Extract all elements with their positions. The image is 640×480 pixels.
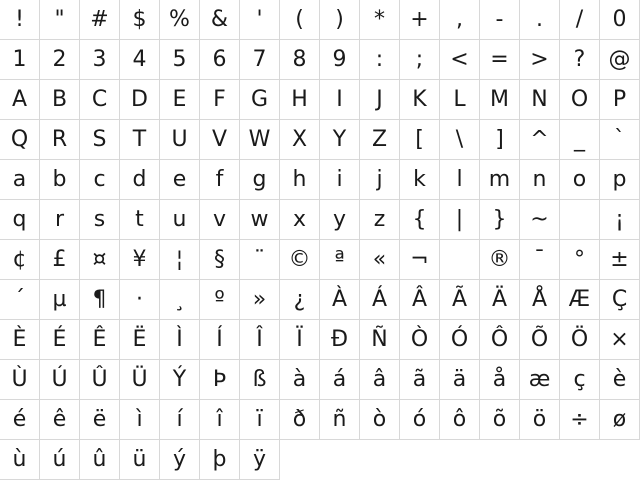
glyph-cell[interactable] <box>440 240 480 280</box>
glyph-cell[interactable]: ª <box>320 240 360 280</box>
glyph-cell[interactable]: % <box>160 0 200 40</box>
glyph-cell[interactable]: k <box>400 160 440 200</box>
glyph-cell[interactable]: Ç <box>600 280 640 320</box>
glyph-cell[interactable]: Û <box>80 360 120 400</box>
glyph-cell[interactable]: E <box>160 80 200 120</box>
glyph-cell[interactable]: T <box>120 120 160 160</box>
glyph-cell[interactable]: ¯ <box>520 240 560 280</box>
glyph-cell[interactable]: Ö <box>560 320 600 360</box>
glyph-cell[interactable]: d <box>120 160 160 200</box>
glyph-cell[interactable]: Q <box>0 120 40 160</box>
glyph-cell[interactable]: & <box>200 0 240 40</box>
glyph-cell[interactable]: Ó <box>440 320 480 360</box>
glyph-cell[interactable]: æ <box>520 360 560 400</box>
glyph-cell[interactable]: ? <box>560 40 600 80</box>
glyph-cell[interactable]: ¿ <box>280 280 320 320</box>
glyph-cell[interactable]: ö <box>520 400 560 440</box>
glyph-cell[interactable]: · <box>120 280 160 320</box>
glyph-cell[interactable]: J <box>360 80 400 120</box>
glyph-cell[interactable]: Ü <box>120 360 160 400</box>
glyph-cell[interactable]: ~ <box>520 200 560 240</box>
glyph-cell[interactable]: Æ <box>560 280 600 320</box>
glyph-cell[interactable]: Ä <box>480 280 520 320</box>
glyph-cell[interactable]: ó <box>400 400 440 440</box>
glyph-cell[interactable]: # <box>80 0 120 40</box>
glyph-cell[interactable]: ú <box>40 440 80 480</box>
glyph-cell[interactable]: C <box>80 80 120 120</box>
glyph-cell[interactable]: ` <box>600 120 640 160</box>
glyph-cell[interactable]: ê <box>40 400 80 440</box>
glyph-cell[interactable]: P <box>600 80 640 120</box>
glyph-cell[interactable]: O <box>560 80 600 120</box>
glyph-cell[interactable]: ¬ <box>400 240 440 280</box>
glyph-cell[interactable] <box>600 440 640 480</box>
glyph-cell[interactable]: V <box>200 120 240 160</box>
glyph-cell[interactable] <box>480 440 520 480</box>
glyph-cell[interactable]: Ì <box>160 320 200 360</box>
glyph-cell[interactable]: þ <box>200 440 240 480</box>
glyph-cell[interactable]: ë <box>80 400 120 440</box>
glyph-cell[interactable]: ) <box>320 0 360 40</box>
glyph-cell[interactable]: R <box>40 120 80 160</box>
glyph-cell[interactable]: 7 <box>240 40 280 80</box>
glyph-cell[interactable]: à <box>280 360 320 400</box>
glyph-cell[interactable]: ¨ <box>240 240 280 280</box>
glyph-cell[interactable]: [ <box>400 120 440 160</box>
glyph-cell[interactable]: S <box>80 120 120 160</box>
glyph-cell[interactable]: q <box>0 200 40 240</box>
glyph-cell[interactable]: õ <box>480 400 520 440</box>
glyph-cell[interactable] <box>360 440 400 480</box>
glyph-cell[interactable]: ò <box>360 400 400 440</box>
glyph-cell[interactable]: 8 <box>280 40 320 80</box>
glyph-cell[interactable]: « <box>360 240 400 280</box>
glyph-cell[interactable]: b <box>40 160 80 200</box>
glyph-cell[interactable]: ù <box>0 440 40 480</box>
glyph-cell[interactable]: ° <box>560 240 600 280</box>
glyph-cell[interactable]: w <box>240 200 280 240</box>
glyph-cell[interactable]: * <box>360 0 400 40</box>
glyph-cell[interactable]: = <box>480 40 520 80</box>
glyph-cell[interactable]: ; <box>400 40 440 80</box>
glyph-cell[interactable] <box>320 440 360 480</box>
glyph-cell[interactable]: s <box>80 200 120 240</box>
glyph-cell[interactable]: " <box>40 0 80 40</box>
glyph-cell[interactable]: a <box>0 160 40 200</box>
glyph-cell[interactable]: Î <box>240 320 280 360</box>
glyph-cell[interactable]: ï <box>240 400 280 440</box>
glyph-cell[interactable]: ¤ <box>80 240 120 280</box>
glyph-cell[interactable]: H <box>280 80 320 120</box>
glyph-cell[interactable]: u <box>160 200 200 240</box>
glyph-cell[interactable]: > <box>520 40 560 80</box>
glyph-cell[interactable]: r <box>40 200 80 240</box>
glyph-cell[interactable]: § <box>200 240 240 280</box>
glyph-cell[interactable]: ÷ <box>560 400 600 440</box>
glyph-cell[interactable]: Þ <box>200 360 240 400</box>
glyph-cell[interactable]: h <box>280 160 320 200</box>
glyph-cell[interactable] <box>440 440 480 480</box>
glyph-cell[interactable]: Ã <box>440 280 480 320</box>
glyph-cell[interactable]: Ù <box>0 360 40 400</box>
glyph-cell[interactable]: ¸ <box>160 280 200 320</box>
glyph-cell[interactable]: ð <box>280 400 320 440</box>
glyph-cell[interactable]: Ò <box>400 320 440 360</box>
glyph-cell[interactable]: 5 <box>160 40 200 80</box>
glyph-cell[interactable]: v <box>200 200 240 240</box>
glyph-cell[interactable]: ý <box>160 440 200 480</box>
glyph-cell[interactable]: N <box>520 80 560 120</box>
glyph-cell[interactable]: U <box>160 120 200 160</box>
glyph-cell[interactable]: 6 <box>200 40 240 80</box>
glyph-cell[interactable]: n <box>520 160 560 200</box>
glyph-cell[interactable]: { <box>400 200 440 240</box>
glyph-cell[interactable]: o <box>560 160 600 200</box>
glyph-cell[interactable]: < <box>440 40 480 80</box>
glyph-cell[interactable] <box>280 440 320 480</box>
glyph-cell[interactable]: ø <box>600 400 640 440</box>
glyph-cell[interactable]: , <box>440 0 480 40</box>
glyph-cell[interactable]: X <box>280 120 320 160</box>
glyph-cell[interactable]: m <box>480 160 520 200</box>
glyph-cell[interactable]: y <box>320 200 360 240</box>
glyph-cell[interactable]: ^ <box>520 120 560 160</box>
glyph-cell[interactable]: @ <box>600 40 640 80</box>
glyph-cell[interactable]: Å <box>520 280 560 320</box>
glyph-cell[interactable]: . <box>520 0 560 40</box>
glyph-cell[interactable]: l <box>440 160 480 200</box>
glyph-cell[interactable] <box>520 440 560 480</box>
glyph-cell[interactable]: Ú <box>40 360 80 400</box>
glyph-cell[interactable]: á <box>320 360 360 400</box>
glyph-cell[interactable]: ü <box>120 440 160 480</box>
glyph-cell[interactable]: G <box>240 80 280 120</box>
glyph-cell[interactable]: Ý <box>160 360 200 400</box>
glyph-cell[interactable]: e <box>160 160 200 200</box>
glyph-cell[interactable]: i <box>320 160 360 200</box>
glyph-cell[interactable]: Ô <box>480 320 520 360</box>
glyph-cell[interactable]: ¦ <box>160 240 200 280</box>
glyph-cell[interactable]: - <box>480 0 520 40</box>
glyph-cell[interactable]: Ê <box>80 320 120 360</box>
glyph-cell[interactable]: g <box>240 160 280 200</box>
glyph-cell[interactable]: B <box>40 80 80 120</box>
glyph-cell[interactable]: D <box>120 80 160 120</box>
glyph-cell[interactable]: / <box>560 0 600 40</box>
glyph-cell[interactable]: ¢ <box>0 240 40 280</box>
glyph-cell[interactable]: ] <box>480 120 520 160</box>
glyph-cell[interactable]: ÿ <box>240 440 280 480</box>
glyph-cell[interactable]: c <box>80 160 120 200</box>
glyph-cell[interactable]: Ï <box>280 320 320 360</box>
glyph-cell[interactable]: K <box>400 80 440 120</box>
glyph-cell[interactable]: F <box>200 80 240 120</box>
glyph-cell[interactable]: j <box>360 160 400 200</box>
glyph-cell[interactable]: Z <box>360 120 400 160</box>
glyph-cell[interactable]: Ð <box>320 320 360 360</box>
glyph-cell[interactable]: é <box>0 400 40 440</box>
glyph-cell[interactable]: ì <box>120 400 160 440</box>
glyph-cell[interactable]: I <box>320 80 360 120</box>
glyph-cell[interactable]: È <box>0 320 40 360</box>
glyph-cell[interactable]: ' <box>240 0 280 40</box>
glyph-cell[interactable]: ± <box>600 240 640 280</box>
glyph-cell[interactable]: ® <box>480 240 520 280</box>
glyph-cell[interactable]: t <box>120 200 160 240</box>
glyph-cell[interactable]: º <box>200 280 240 320</box>
glyph-cell[interactable]: ´ <box>0 280 40 320</box>
glyph-cell[interactable]: î <box>200 400 240 440</box>
glyph-cell[interactable]: Â <box>400 280 440 320</box>
glyph-cell[interactable]: Í <box>200 320 240 360</box>
glyph-cell[interactable]: Ë <box>120 320 160 360</box>
glyph-cell[interactable]: 3 <box>80 40 120 80</box>
glyph-cell[interactable]: í <box>160 400 200 440</box>
glyph-cell[interactable]: p <box>600 160 640 200</box>
glyph-cell[interactable]: } <box>480 200 520 240</box>
glyph-cell[interactable]: ô <box>440 400 480 440</box>
glyph-cell[interactable]: : <box>360 40 400 80</box>
glyph-cell[interactable]: z <box>360 200 400 240</box>
glyph-cell[interactable]: 4 <box>120 40 160 80</box>
glyph-cell[interactable]: A <box>0 80 40 120</box>
glyph-cell[interactable]: £ <box>40 240 80 280</box>
glyph-cell[interactable] <box>400 440 440 480</box>
glyph-cell[interactable]: ß <box>240 360 280 400</box>
glyph-cell[interactable]: x <box>280 200 320 240</box>
glyph-cell[interactable]: \ <box>440 120 480 160</box>
glyph-cell[interactable]: | <box>440 200 480 240</box>
glyph-cell[interactable]: W <box>240 120 280 160</box>
glyph-cell[interactable]: _ <box>560 120 600 160</box>
glyph-cell[interactable]: ä <box>440 360 480 400</box>
glyph-cell[interactable]: û <box>80 440 120 480</box>
glyph-cell[interactable]: É <box>40 320 80 360</box>
glyph-cell[interactable]: × <box>600 320 640 360</box>
glyph-cell[interactable]: Y <box>320 120 360 160</box>
glyph-cell[interactable]: ¶ <box>80 280 120 320</box>
glyph-cell[interactable]: â <box>360 360 400 400</box>
glyph-cell[interactable]: Ñ <box>360 320 400 360</box>
glyph-cell[interactable]: Á <box>360 280 400 320</box>
glyph-cell[interactable]: f <box>200 160 240 200</box>
glyph-cell[interactable] <box>560 440 600 480</box>
glyph-cell[interactable]: + <box>400 0 440 40</box>
glyph-cell[interactable]: ( <box>280 0 320 40</box>
glyph-cell[interactable]: $ <box>120 0 160 40</box>
glyph-cell[interactable]: Õ <box>520 320 560 360</box>
glyph-cell[interactable]: ç <box>560 360 600 400</box>
glyph-cell[interactable]: è <box>600 360 640 400</box>
glyph-cell[interactable]: ¥ <box>120 240 160 280</box>
glyph-cell[interactable]: ã <box>400 360 440 400</box>
glyph-cell[interactable]: » <box>240 280 280 320</box>
glyph-cell[interactable]: À <box>320 280 360 320</box>
glyph-cell[interactable]: å <box>480 360 520 400</box>
glyph-cell[interactable]: 0 <box>600 0 640 40</box>
glyph-cell[interactable]: µ <box>40 280 80 320</box>
glyph-cell[interactable]: M <box>480 80 520 120</box>
glyph-cell[interactable]: 1 <box>0 40 40 80</box>
glyph-cell[interactable]: ! <box>0 0 40 40</box>
glyph-cell[interactable]: 9 <box>320 40 360 80</box>
glyph-cell[interactable] <box>560 200 600 240</box>
glyph-cell[interactable]: ñ <box>320 400 360 440</box>
glyph-cell[interactable]: © <box>280 240 320 280</box>
glyph-cell[interactable]: L <box>440 80 480 120</box>
glyph-cell[interactable]: ¡ <box>600 200 640 240</box>
glyph-cell[interactable]: 2 <box>40 40 80 80</box>
